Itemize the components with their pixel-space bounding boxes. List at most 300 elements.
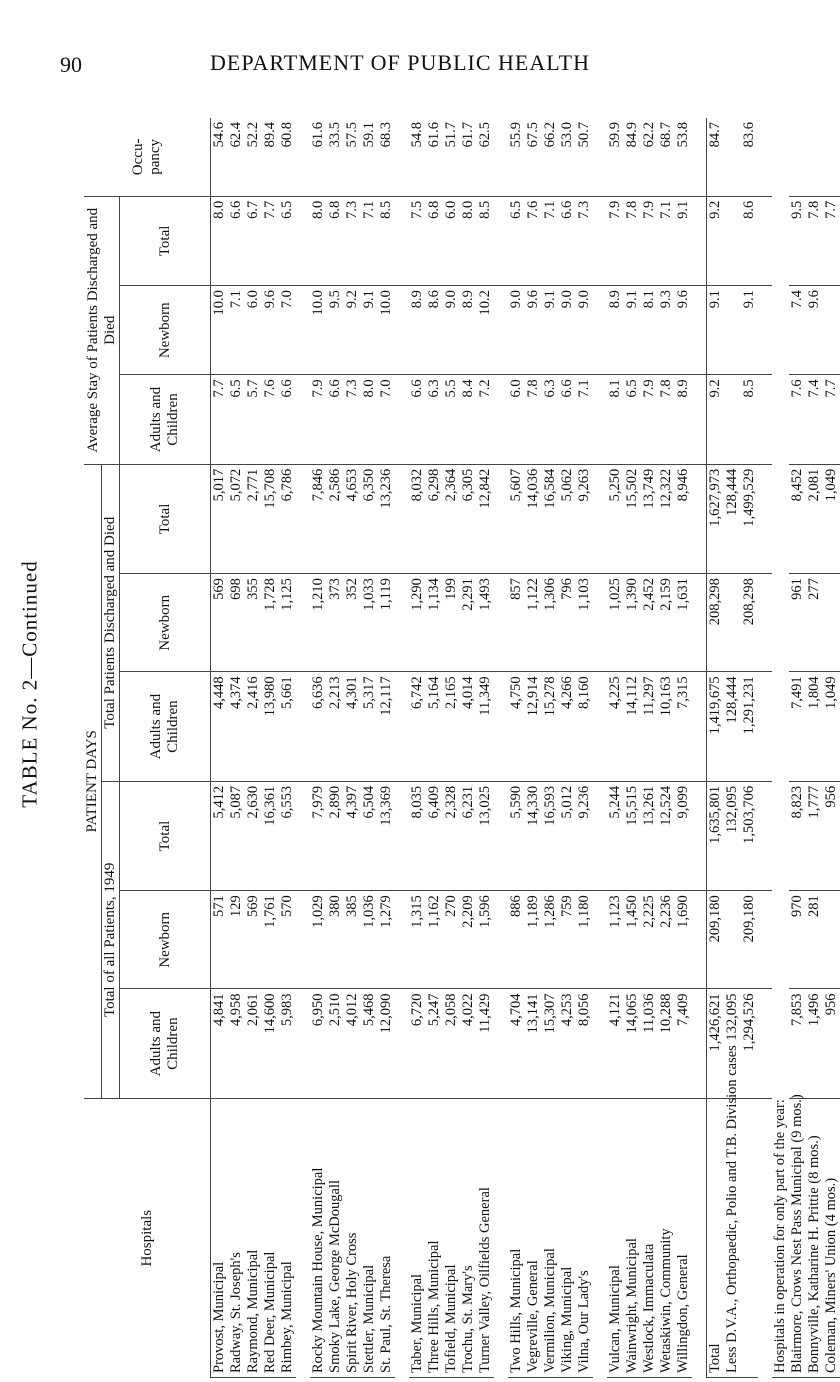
- value-cell: 14,600: [262, 989, 279, 1098]
- value-cell: 8,452: [789, 464, 806, 573]
- value-cell: [724, 118, 741, 196]
- value-cell: 6,636: [310, 672, 327, 781]
- value-cell: 1,777: [806, 781, 823, 890]
- value-cell: 5,317: [361, 672, 378, 781]
- value-cell: 84.7: [707, 118, 725, 196]
- value-cell: 6.6: [409, 375, 426, 464]
- gap-cell: [494, 891, 508, 989]
- value-cell: 9.0: [508, 286, 525, 375]
- value-cell: 9.1: [624, 286, 641, 375]
- gap-cell: [395, 574, 409, 672]
- value-cell: 9.1: [361, 286, 378, 375]
- value-cell: 8.1: [641, 286, 658, 375]
- header-average-stay: Average Stay of Patients Discharged and Died: [84, 196, 120, 464]
- value-cell: 5,062: [559, 464, 576, 573]
- gap-cell: [593, 196, 607, 285]
- value-cell: 10.0: [310, 286, 327, 375]
- hospital-name-cell: Wetaskiwin, Community: [658, 1098, 675, 1377]
- gap-cell: [296, 781, 310, 890]
- value-cell: 33.5: [327, 118, 344, 196]
- value-cell: 6,553: [279, 781, 296, 890]
- value-cell: 8.6: [426, 286, 443, 375]
- value-cell: [724, 891, 741, 989]
- value-cell: 1,279: [378, 891, 395, 989]
- value-cell: 8.9: [607, 286, 624, 375]
- value-cell: 796: [559, 574, 576, 672]
- value-cell: 10.0: [211, 286, 229, 375]
- value-cell: 7.3: [576, 196, 593, 285]
- gap-cell: [494, 375, 508, 464]
- value-cell: 15,278: [542, 672, 559, 781]
- table-row: [443, 118, 460, 1378]
- value-cell: 1,493: [477, 574, 494, 672]
- value-cell: 4,958: [228, 989, 245, 1098]
- hospital-name-cell: Raymond, Municipal: [245, 1098, 262, 1377]
- value-cell: 13,749: [641, 464, 658, 573]
- table-row: [607, 118, 624, 1378]
- value-cell: 8,035: [409, 781, 426, 890]
- value-cell: 9.2: [344, 286, 361, 375]
- table-row: [378, 118, 395, 1378]
- value-cell: 1,690: [675, 891, 692, 989]
- value-cell: 7.8: [624, 196, 641, 285]
- value-cell: 8.0: [361, 375, 378, 464]
- value-cell: 2,058: [443, 989, 460, 1098]
- value-cell: 4,448: [211, 672, 229, 781]
- value-cell: 5,661: [279, 672, 296, 781]
- value-cell: 7.9: [607, 196, 624, 285]
- value-cell: 61.6: [310, 118, 327, 196]
- value-cell: 2,236: [658, 891, 675, 989]
- gap-cell: [692, 781, 707, 890]
- hospital-name-cell: Taber, Municipal: [409, 1098, 426, 1377]
- value-cell: 4,022: [460, 989, 477, 1098]
- value-cell: 7,315: [675, 672, 692, 781]
- value-cell: 8,823: [789, 781, 806, 890]
- value-cell: [789, 118, 806, 196]
- hospital-name-cell: Rocky Mountain House, Municipal: [310, 1098, 327, 1377]
- value-cell: 1,033: [361, 574, 378, 672]
- header-total: Total: [120, 781, 211, 890]
- gap-cell: [593, 574, 607, 672]
- hospital-name-cell: St. Paul, St. Theresa: [378, 1098, 395, 1377]
- table-row: [576, 118, 593, 1378]
- value-cell: 698: [228, 574, 245, 672]
- hospital-name-cell: Trochu, St. Mary's: [460, 1098, 477, 1377]
- value-cell: 1,162: [426, 891, 443, 989]
- value-cell: 1,728: [262, 574, 279, 672]
- value-cell: 7.0: [279, 286, 296, 375]
- value-cell: 9.1: [741, 286, 758, 375]
- value-cell: 373: [327, 574, 344, 672]
- value-cell: 5,012: [559, 781, 576, 890]
- hospital-name-cell: Vegreville, General: [525, 1098, 542, 1377]
- gap-cell: [593, 781, 607, 890]
- table-row: [262, 118, 279, 1378]
- value-cell: 199: [443, 574, 460, 672]
- value-cell: [724, 196, 741, 285]
- gap-cell: [593, 1098, 607, 1377]
- gap-cell: [692, 464, 707, 573]
- value-cell: 1,210: [310, 574, 327, 672]
- value-cell: 59.9: [607, 118, 624, 196]
- value-cell: 62.5: [477, 118, 494, 196]
- value-cell: 15,307: [542, 989, 559, 1098]
- table-row: [641, 118, 658, 1378]
- value-cell: 8.0: [211, 196, 229, 285]
- value-cell: 5,244: [607, 781, 624, 890]
- gap-cell: [692, 672, 707, 781]
- gap-cell: [593, 891, 607, 989]
- value-cell: 8.5: [378, 196, 395, 285]
- gap-cell: [593, 464, 607, 573]
- value-cell: 570: [279, 891, 296, 989]
- value-cell: 209,180: [741, 891, 758, 989]
- value-cell: 7.9: [641, 196, 658, 285]
- value-cell: 4,653: [344, 464, 361, 573]
- gap-cell: [692, 989, 707, 1098]
- value-cell: 380: [327, 891, 344, 989]
- value-cell: 9.6: [525, 286, 542, 375]
- value-cell: 6.0: [508, 375, 525, 464]
- value-cell: 571: [211, 891, 229, 989]
- value-cell: 89.4: [262, 118, 279, 196]
- value-cell: 12,914: [525, 672, 542, 781]
- value-cell: 9,263: [576, 464, 593, 573]
- value-cell: 83.6: [741, 118, 758, 196]
- value-cell: 62.4: [228, 118, 245, 196]
- value-cell: 5.5: [443, 375, 460, 464]
- gap-cell: [593, 375, 607, 464]
- value-cell: 2,364: [443, 464, 460, 573]
- value-cell: 1,103: [576, 574, 593, 672]
- value-cell: 5,983: [279, 989, 296, 1098]
- value-cell: 15,708: [262, 464, 279, 573]
- hospital-name-cell: Vermilion, Municipal: [542, 1098, 559, 1377]
- value-cell: 7.6: [262, 375, 279, 464]
- table-row: [228, 118, 245, 1378]
- value-cell: 9.5: [327, 286, 344, 375]
- value-cell: 1,286: [542, 891, 559, 989]
- gap-cell: [296, 989, 310, 1098]
- gap-cell: [758, 118, 772, 196]
- value-cell: 1,125: [279, 574, 296, 672]
- table-row: [409, 118, 426, 1378]
- value-cell: 5,590: [508, 781, 525, 890]
- value-cell: 6.6: [327, 375, 344, 464]
- value-cell: 9.0: [559, 286, 576, 375]
- gap-cell: [758, 375, 772, 464]
- value-cell: 355: [245, 574, 262, 672]
- value-cell: 4,704: [508, 989, 525, 1098]
- gap-cell: [692, 196, 707, 285]
- row-gap: [494, 118, 508, 1378]
- value-cell: 11,297: [641, 672, 658, 781]
- row-gap: [395, 118, 409, 1378]
- header-adults: Adults and Children: [120, 375, 211, 464]
- value-cell: 5,017: [211, 464, 229, 573]
- value-cell: [724, 375, 741, 464]
- hospital-name-cell: Provost, Municipal: [211, 1098, 229, 1377]
- table-row: [279, 118, 296, 1378]
- value-cell: 6.6: [279, 375, 296, 464]
- value-cell: 9.2: [707, 196, 725, 285]
- header-adults: Adults and Children: [120, 989, 211, 1098]
- value-cell: 6.5: [508, 196, 525, 285]
- value-cell: 2,452: [641, 574, 658, 672]
- value-cell: 6.3: [542, 375, 559, 464]
- gap-cell: [494, 464, 508, 573]
- value-cell: 8.4: [460, 375, 477, 464]
- header-patient-days: PATIENT DAYS: [84, 464, 102, 1098]
- gap-cell: [296, 672, 310, 781]
- value-cell: 2,890: [327, 781, 344, 890]
- gap-cell: [395, 672, 409, 781]
- hospital-name-cell: Total: [707, 1098, 725, 1377]
- table-row: [477, 118, 494, 1378]
- gap-cell: [758, 286, 772, 375]
- value-cell: 1,123: [607, 891, 624, 989]
- value-cell: 13,141: [525, 989, 542, 1098]
- value-cell: 54.8: [409, 118, 426, 196]
- value-cell: 9.6: [675, 286, 692, 375]
- gap-cell: [494, 781, 508, 890]
- value-cell: 16,593: [542, 781, 559, 890]
- table-row: [658, 118, 675, 1378]
- value-cell: 68.7: [658, 118, 675, 196]
- value-cell: 1,122: [525, 574, 542, 672]
- gap-cell: [494, 989, 508, 1098]
- gap-cell: [758, 989, 772, 1098]
- gap-cell: [593, 989, 607, 1098]
- table-row: [542, 118, 559, 1378]
- value-cell: 1,596: [477, 891, 494, 989]
- value-cell: 54.6: [211, 118, 229, 196]
- gap-cell: [692, 1098, 707, 1377]
- value-cell: 12,524: [658, 781, 675, 890]
- value-cell: 1,049: [823, 464, 840, 573]
- value-cell: 7.6: [789, 375, 806, 464]
- header-total: Total: [120, 464, 211, 573]
- value-cell: 6,298: [426, 464, 443, 573]
- table-row: [245, 118, 262, 1378]
- value-cell: 1,134: [426, 574, 443, 672]
- hospital-name-cell: Red Deer, Municipal: [262, 1098, 279, 1377]
- value-cell: 15,515: [624, 781, 641, 890]
- hospital-name-cell: Radway, St. Joseph's: [228, 1098, 245, 1377]
- value-cell: 9.0: [443, 286, 460, 375]
- value-cell: 5.7: [245, 375, 262, 464]
- gap-cell: [593, 672, 607, 781]
- value-cell: 7.1: [658, 196, 675, 285]
- value-cell: 128,444: [724, 464, 741, 573]
- value-cell: 16,361: [262, 781, 279, 890]
- gap-cell: [692, 375, 707, 464]
- gap-cell: [494, 574, 508, 672]
- value-cell: 9.2: [707, 375, 725, 464]
- value-cell: 9.1: [675, 196, 692, 285]
- value-cell: 6.8: [426, 196, 443, 285]
- value-cell: 10.2: [477, 286, 494, 375]
- value-cell: 10,288: [658, 989, 675, 1098]
- patient-days-table: [84, 118, 840, 1378]
- footnote-row: [823, 118, 840, 1378]
- value-cell: 15,502: [624, 464, 641, 573]
- gap-cell: [593, 118, 607, 196]
- value-cell: 59.1: [361, 118, 378, 196]
- value-cell: 956: [823, 989, 840, 1098]
- value-cell: 759: [559, 891, 576, 989]
- gap-cell: [758, 891, 772, 989]
- value-cell: 8.9: [409, 286, 426, 375]
- header-total: Total: [120, 196, 211, 285]
- value-cell: 9.1: [542, 286, 559, 375]
- value-cell: 132,095: [724, 781, 741, 890]
- hospital-name-cell: Westlock, Immaculata: [641, 1098, 658, 1377]
- value-cell: 6.7: [245, 196, 262, 285]
- value-cell: 132,095: [724, 989, 741, 1098]
- value-cell: 7.8: [806, 196, 823, 285]
- value-cell: 1,306: [542, 574, 559, 672]
- hospital-name-cell: Tofield, Municipal: [443, 1098, 460, 1377]
- value-cell: 6,950: [310, 989, 327, 1098]
- value-cell: 62.2: [641, 118, 658, 196]
- value-cell: 1,119: [378, 574, 395, 672]
- footnote-title: Hospitals in operation for only part of the year:: [772, 118, 789, 1378]
- value-cell: 7.9: [310, 375, 327, 464]
- value-cell: 13,980: [262, 672, 279, 781]
- value-cell: 8.9: [460, 286, 477, 375]
- value-cell: 53.8: [675, 118, 692, 196]
- value-cell: 7,846: [310, 464, 327, 573]
- value-cell: 270: [443, 891, 460, 989]
- value-cell: [823, 118, 840, 196]
- hospital-name-cell: Coleman, Miners' Union (4 mos.): [823, 1098, 840, 1377]
- value-cell: 8.5: [477, 196, 494, 285]
- header-adults: Adults and Children: [120, 672, 211, 781]
- table-row: [327, 118, 344, 1378]
- value-cell: 886: [508, 891, 525, 989]
- value-cell: 66.2: [542, 118, 559, 196]
- value-cell: [724, 574, 741, 672]
- value-cell: 61.6: [426, 118, 443, 196]
- value-cell: 7.7: [823, 196, 840, 285]
- table-row: [211, 118, 229, 1378]
- value-cell: 5,164: [426, 672, 443, 781]
- value-cell: 1,049: [823, 672, 840, 781]
- gap-cell: [758, 672, 772, 781]
- value-cell: 6.0: [443, 196, 460, 285]
- hospital-name-cell: Vulcan, Municipal: [607, 1098, 624, 1377]
- value-cell: 7.9: [641, 375, 658, 464]
- table-row: [559, 118, 576, 1378]
- value-cell: 7.1: [542, 196, 559, 285]
- value-cell: 6.5: [279, 196, 296, 285]
- gap-cell: [494, 1098, 508, 1377]
- value-cell: 1,025: [607, 574, 624, 672]
- gap-cell: [296, 891, 310, 989]
- hospital-name-cell: Two Hills, Municipal: [508, 1098, 525, 1377]
- value-cell: 6,720: [409, 989, 426, 1098]
- value-cell: 84.9: [624, 118, 641, 196]
- page-number: 90: [60, 52, 82, 77]
- value-cell: 9,236: [576, 781, 593, 890]
- value-cell: 8,056: [576, 989, 593, 1098]
- table-title: TABLE No. 2—Continued: [17, 560, 42, 808]
- gap-cell: [758, 574, 772, 672]
- gap-cell: [395, 989, 409, 1098]
- value-cell: 2,416: [245, 672, 262, 781]
- value-cell: 281: [806, 891, 823, 989]
- value-cell: 8,160: [576, 672, 593, 781]
- row-gap: [758, 118, 772, 1378]
- gap-cell: [494, 286, 508, 375]
- value-cell: 67.5: [525, 118, 542, 196]
- value-cell: 11,429: [477, 989, 494, 1098]
- value-cell: 7,979: [310, 781, 327, 890]
- value-cell: 569: [245, 891, 262, 989]
- value-cell: 8.1: [607, 375, 624, 464]
- table-row: [525, 118, 542, 1378]
- value-cell: 7.8: [525, 375, 542, 464]
- value-cell: 1,426,621: [707, 989, 725, 1098]
- value-cell: 2,328: [443, 781, 460, 890]
- value-cell: 1,627,973: [707, 464, 725, 573]
- value-cell: 6,742: [409, 672, 426, 781]
- value-cell: 5,250: [607, 464, 624, 573]
- value-cell: 2,165: [443, 672, 460, 781]
- value-cell: 11,349: [477, 672, 494, 781]
- value-cell: 10.0: [378, 286, 395, 375]
- value-cell: 277: [806, 574, 823, 672]
- value-cell: 4,841: [211, 989, 229, 1098]
- value-cell: 9.1: [707, 286, 725, 375]
- row-gap: [593, 118, 607, 1378]
- gap-cell: [692, 286, 707, 375]
- value-cell: 1,499,529: [741, 464, 758, 573]
- hospital-name-cell: Wainwright, Municipal: [624, 1098, 641, 1377]
- header-total-all: Total of all Patients, 1949: [102, 781, 120, 1098]
- value-cell: 6.5: [228, 375, 245, 464]
- value-cell: 6,231: [460, 781, 477, 890]
- value-cell: 2,061: [245, 989, 262, 1098]
- value-cell: 7.0: [378, 375, 395, 464]
- gap-cell: [296, 1098, 310, 1377]
- value-cell: 1,290: [409, 574, 426, 672]
- totals-row: [724, 118, 741, 1378]
- value-cell: 7.3: [344, 196, 361, 285]
- hospital-name-cell: Spirit River, Holy Cross: [344, 1098, 361, 1377]
- value-cell: 7.4: [789, 286, 806, 375]
- value-cell: 7.3: [344, 375, 361, 464]
- value-cell: 8.5: [741, 375, 758, 464]
- value-cell: 961: [789, 574, 806, 672]
- value-cell: 8.0: [460, 196, 477, 285]
- value-cell: 4,750: [508, 672, 525, 781]
- value-cell: [823, 574, 840, 672]
- value-cell: 6.6: [559, 196, 576, 285]
- gap-cell: [494, 672, 508, 781]
- value-cell: 8,946: [675, 464, 692, 573]
- value-cell: 1,419,675: [707, 672, 725, 781]
- row-gap: [296, 118, 310, 1378]
- gap-cell: [758, 781, 772, 890]
- hospital-name-cell: Three Hills, Municipal: [426, 1098, 443, 1377]
- value-cell: 5,607: [508, 464, 525, 573]
- value-cell: 9.0: [576, 286, 593, 375]
- hospital-name-cell: Rimbey, Municipal: [279, 1098, 296, 1377]
- header-occupancy: Occu-pancy: [84, 118, 211, 196]
